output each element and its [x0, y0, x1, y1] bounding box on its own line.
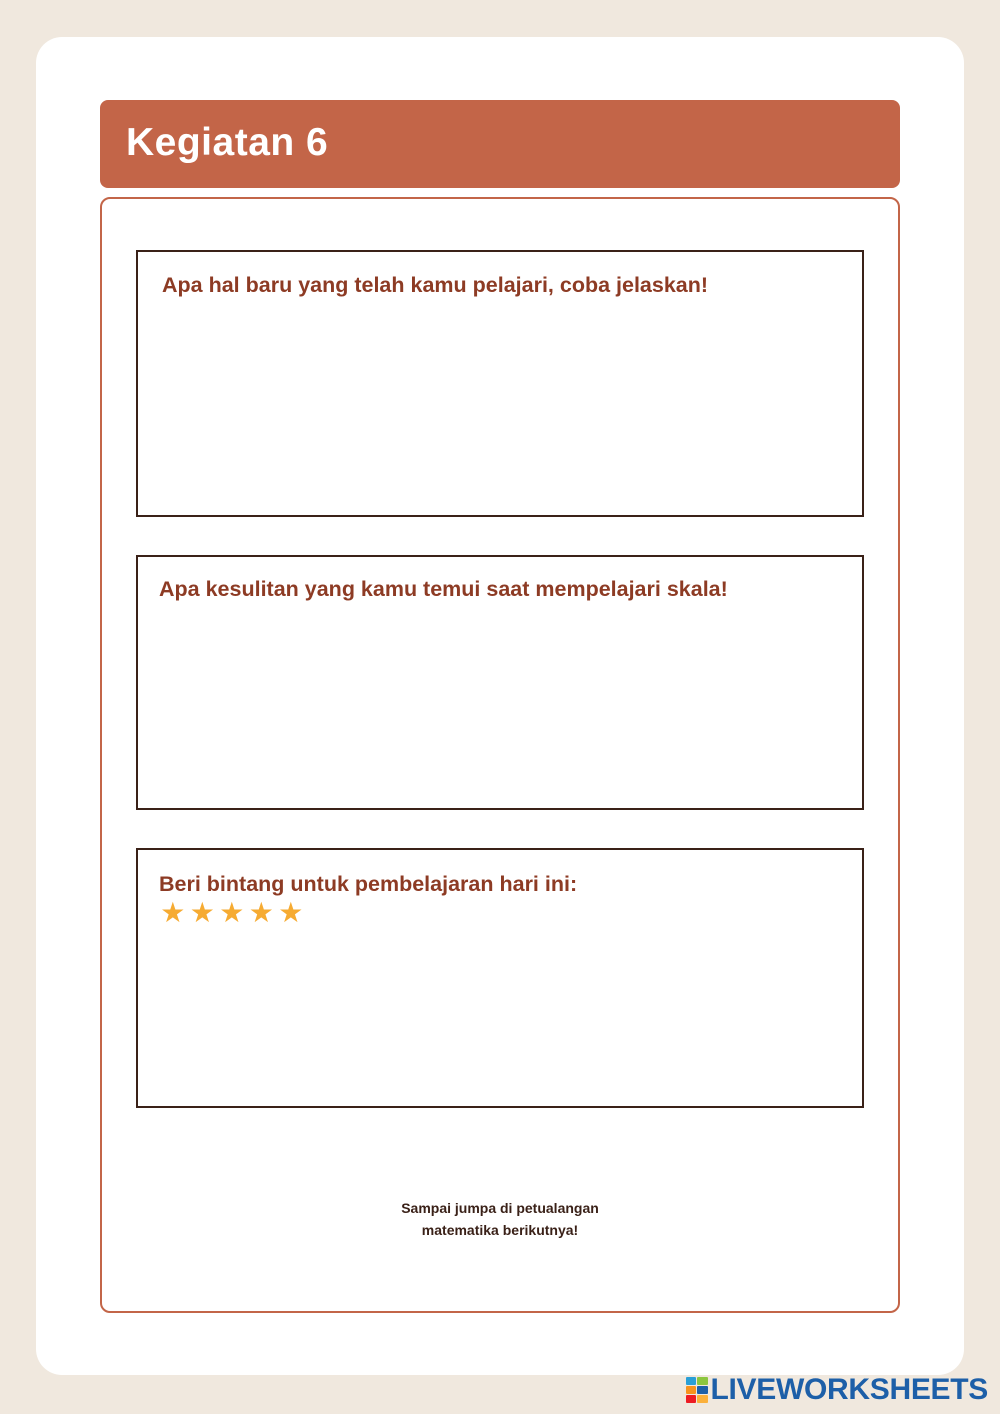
star-icon-3[interactable]: ★: [219, 897, 245, 928]
star-rating: [158, 898, 306, 928]
closing-message-line-2: matematika berikutnya!: [421, 1222, 579, 1238]
star-icon-5[interactable]: ★: [278, 897, 304, 928]
question-box-1: [136, 250, 864, 517]
title-bar: [100, 100, 900, 188]
liveworksheets-logo-icon: [686, 1377, 708, 1403]
question-prompt-1: Apa hal baru yang telah kamu pelajari, coba jelaskan!: [162, 273, 709, 297]
question-prompt-2: Apa kesulitan yang kamu temui saat mempelajari skala!: [159, 577, 728, 601]
question-box-2: [136, 555, 864, 810]
star-icon-1[interactable]: ★: [160, 897, 186, 928]
star-icon-4[interactable]: ★: [248, 897, 274, 928]
answer-field-1[interactable]: [152, 312, 848, 501]
closing-message-line-1: Sampai jumpa di petualangan: [401, 1200, 599, 1216]
liveworksheets-brand: [686, 1373, 989, 1407]
answer-field-3[interactable]: [152, 940, 848, 1092]
question-prompt-3: Beri bintang untuk pembelajaran hari ini:: [159, 872, 578, 896]
answer-field-2[interactable]: [152, 617, 848, 794]
page-title: Kegiatan 6: [126, 120, 329, 164]
brand-name: LIVEWORKSHEETS: [710, 1373, 988, 1406]
question-box-3: [136, 848, 864, 1108]
closing-message: [300, 1197, 700, 1241]
star-icon-2[interactable]: ★: [189, 897, 215, 928]
